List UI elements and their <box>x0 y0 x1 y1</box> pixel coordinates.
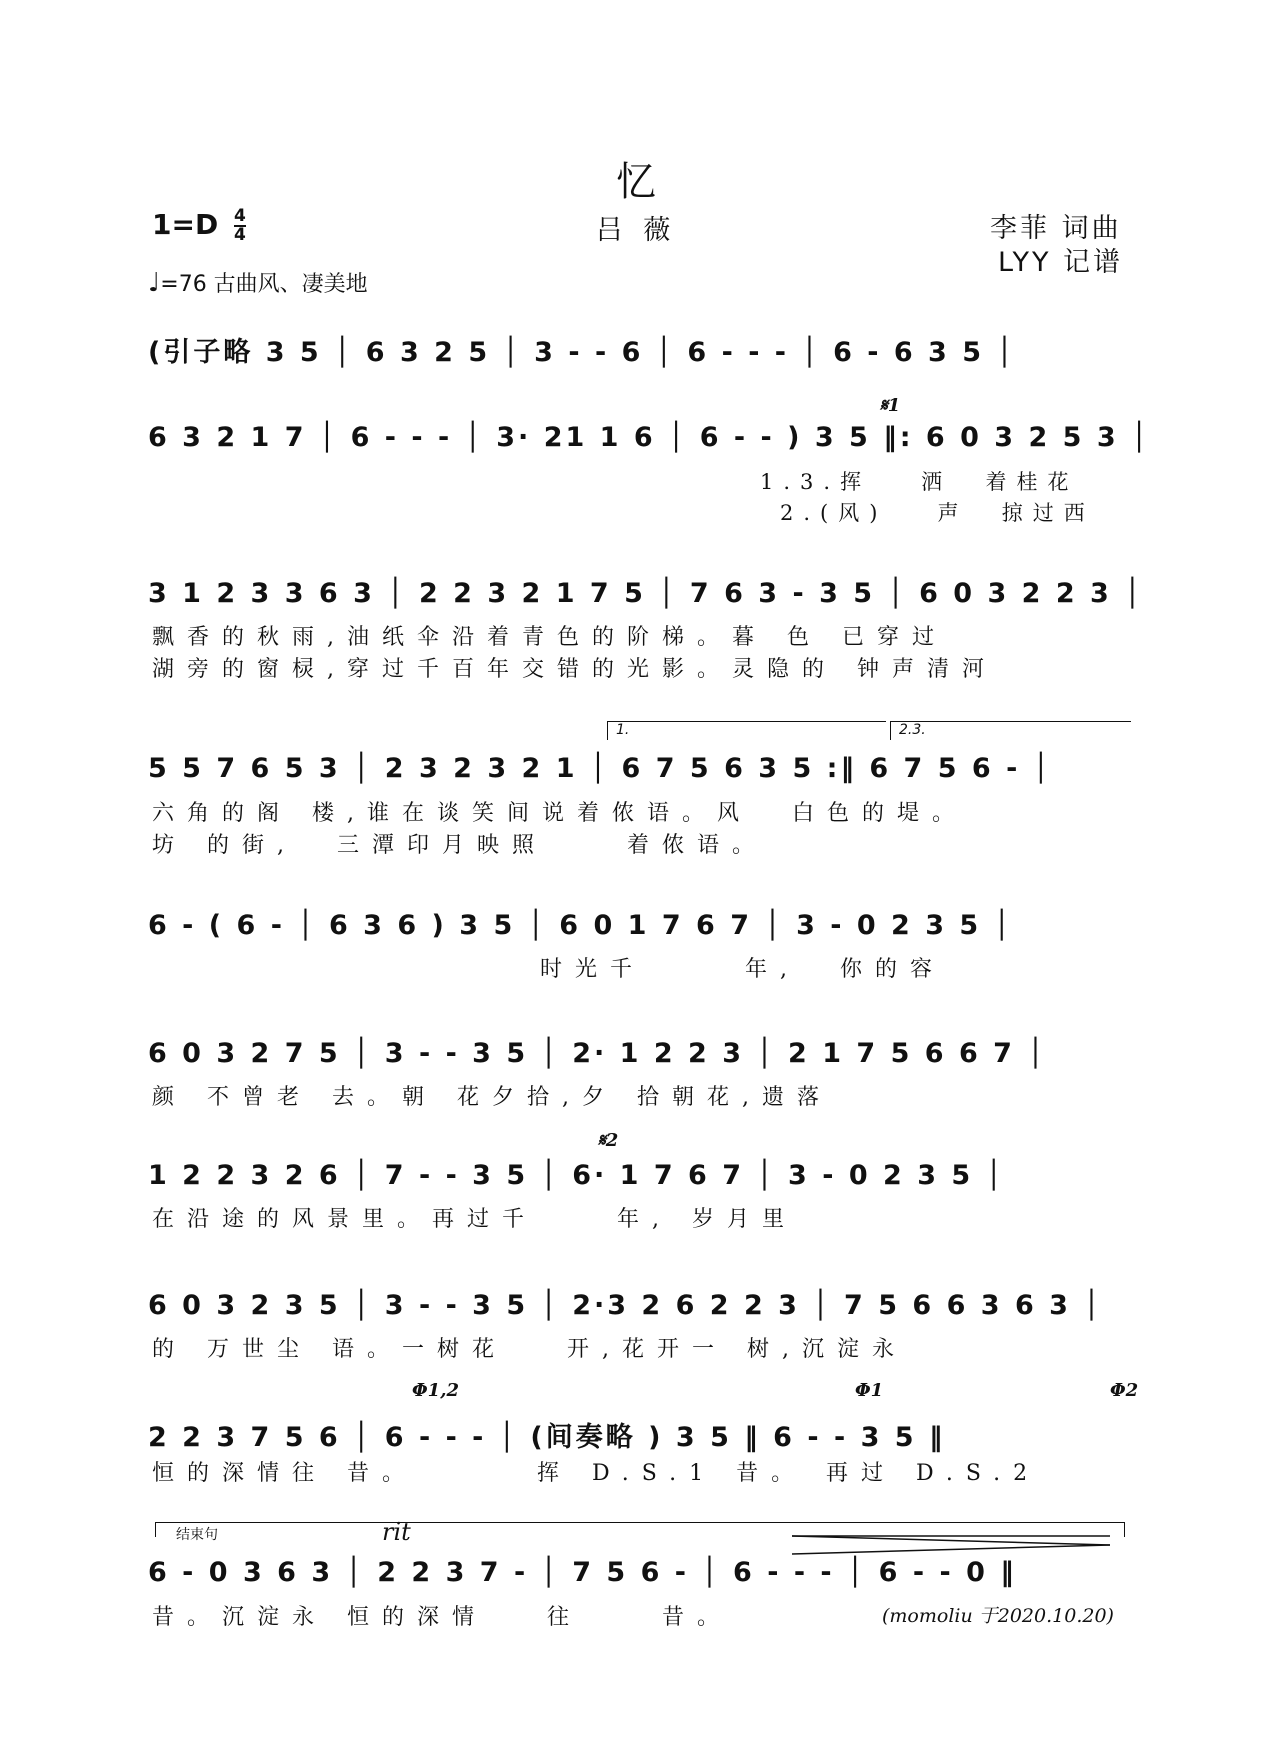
lyric-row-4-line-1: 六角的阁 楼,谁在谈笑间说着侬语。风 白色的堤。 <box>152 801 967 826</box>
lyric-row-5-line-1: 时光千 年, 你的容 <box>540 957 945 982</box>
volta-1-label: 1. <box>616 722 630 738</box>
notation-row-7: 1 2 2 3 2 6 │ 7 - - 3 5 │ 6· 1 7 6 7 │ 3 - 0 2 3 5 │ <box>148 1160 1005 1191</box>
song-title: 忆 <box>616 159 656 205</box>
time-sig-top: 4 <box>233 206 246 226</box>
volta-2-3 <box>890 721 1131 740</box>
segno-1-icon: 𝄋1 <box>880 395 901 416</box>
notation-row-8: 6 0 3 2 3 5 │ 3 - - 3 5 │ 2·3 2 6 2 2 3 │ 7 5 6 6 3 6 3 │ <box>148 1290 1103 1321</box>
lyric-row-6-line-1: 颜 不曾老 去。朝 花夕拾,夕 拾朝花,遗落 <box>152 1085 832 1110</box>
coda-1-icon: Φ1 <box>855 1380 884 1401</box>
singer-name: 吕 薇 <box>595 215 677 246</box>
ritardando-mark: rit <box>382 1518 411 1546</box>
notation-row-9: 2 2 3 7 5 6 │ 6 - - - │ (间奏略 ) 3 5 ‖ 6 - - 3 5 ‖ <box>148 1422 946 1453</box>
segno-2-icon: 𝄋2 <box>598 1130 619 1151</box>
notation-row-6: 6 0 3 2 7 5 │ 3 - - 3 5 │ 2· 1 2 2 3 │ 2 1 7 5 6 6 7 │ <box>148 1038 1047 1069</box>
quarter-note-icon: ♩ <box>148 268 161 298</box>
notation-row-1: (引子略 3 5 │ 6 3 2 5 │ 3 - - 6 │ 6 - - - │ 6 - 6 3 5 │ <box>148 337 1016 368</box>
lyric-row-3-line-1: 飘香的秋雨,油纸伞沿着青色的阶梯。暮 色 已穿过 <box>152 625 947 650</box>
notation-row-3: 3 1 2 3 3 6 3 │ 2 2 3 2 1 7 5 │ 7 6 3 - 3 5 │ 6 0 3 2 2 3 │ <box>148 578 1144 609</box>
volta-1 <box>607 721 886 740</box>
time-sig-bottom: 4 <box>233 225 246 245</box>
time-signature <box>234 208 246 244</box>
lyric-row-9-line-1: 恒的深情往 昔。 挥 D.S.1 昔。 再过 D.S.2 <box>152 1461 1041 1486</box>
notation-row-2: 6 3 2 1 7 │ 6 - - - │ 3· 21 1 6 │ 6 - - ) 3 5 ‖: 6 0 3 2 5 3 │ <box>148 422 1151 453</box>
lyric-row-2-line-1: 1.3.挥 洒 着桂花 <box>760 470 1079 494</box>
credit-transcriber: LYY 记谱 <box>998 247 1124 278</box>
credit-lyrics-music: 李菲 词曲 <box>990 213 1122 244</box>
lyric-row-10-line-1: 昔。沉淀永 恒的深情 往 昔。 <box>152 1605 732 1630</box>
lyric-row-4-line-2: 坊 的街, 三潭印月映照 着侬语。 <box>152 833 767 858</box>
key-text: 1=D <box>152 208 219 241</box>
lyric-row-3-line-2: 湖旁的窗棂,穿过千百年交错的光影。灵隐的 钟声清河 <box>152 657 997 682</box>
tempo-text: =76 古曲风、凄美地 <box>160 272 368 297</box>
lyric-row-7-line-1: 在沿途的风景里。再过千 年, 岁月里 <box>152 1207 797 1232</box>
lyric-row-8-line-1: 的 万世尘 语。一树花 开,花开一 树,沉淀永 <box>152 1337 907 1362</box>
ending-label: 结束句 <box>176 1527 218 1543</box>
coda-1-2-icon: Φ1,2 <box>412 1380 459 1401</box>
tempo-marking <box>148 267 368 298</box>
decrescendo-icon <box>792 1534 1112 1556</box>
notation-row-4: 5 5 7 6 5 3 │ 2 3 2 3 2 1 │ 6 7 5 6 3 5 :‖ 6 7 5 6 - │ <box>148 753 1052 784</box>
lyric-row-2-line-2: 2.(风) 声 掠过西 <box>780 501 1095 525</box>
key-signature <box>152 208 246 244</box>
coda-2-icon: Φ2 <box>1110 1380 1139 1401</box>
notation-row-10: 6 - 0 3 6 3 │ 2 2 3 7 - │ 7 5 6 - │ 6 - - - │ 6 - - 0 ‖ <box>148 1557 1017 1588</box>
notation-row-5: 6 - ( 6 - │ 6 3 6 ) 3 5 │ 6 0 1 7 6 7 │ 3 - 0 2 3 5 │ <box>148 910 1013 941</box>
volta-2-3-label: 2.3. <box>899 722 926 738</box>
transcription-footer: (momoliu 于2020.10.20) <box>882 1605 1114 1627</box>
